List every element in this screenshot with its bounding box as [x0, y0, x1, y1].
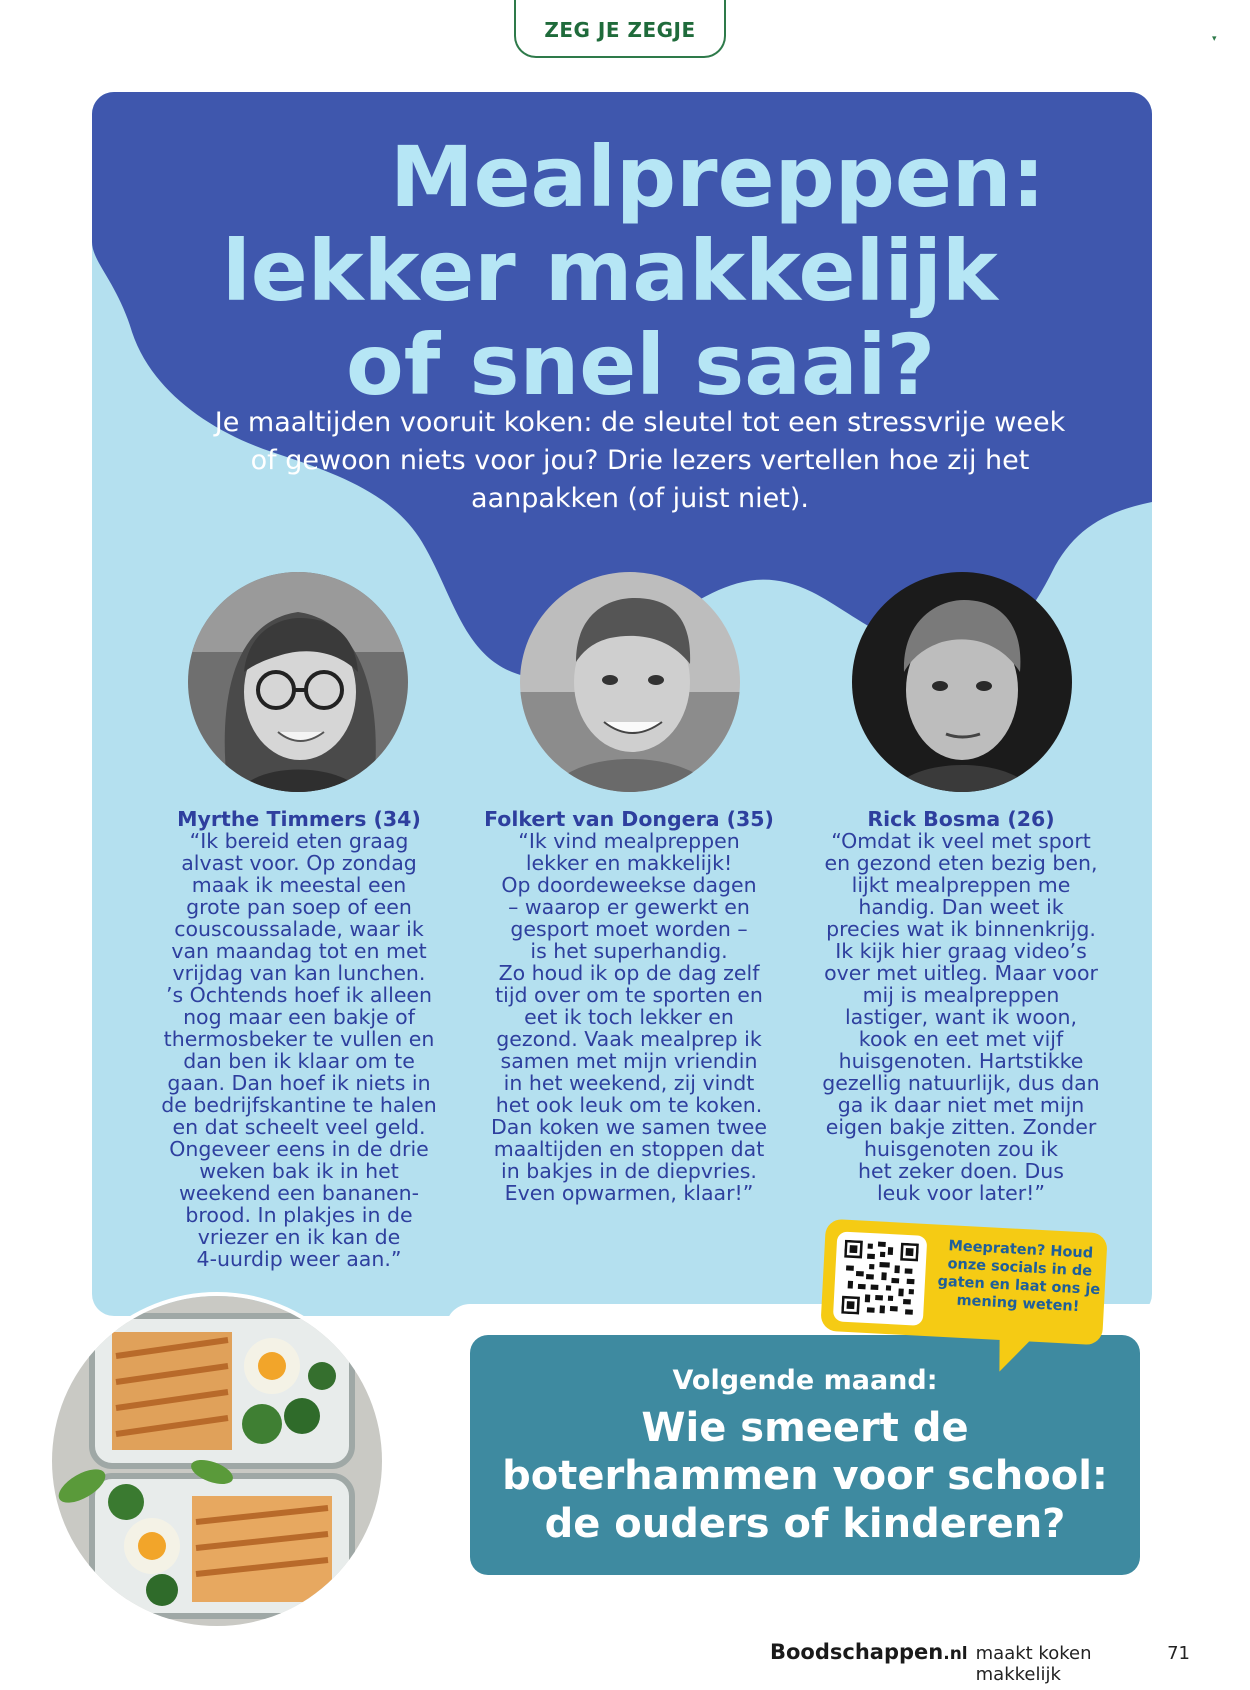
qr-code[interactable]: [833, 1231, 928, 1326]
mealprep-food-photo: [48, 1292, 386, 1630]
corner-mark: ▾: [1212, 34, 1217, 44]
page-number: 71: [1167, 1643, 1190, 1664]
brand-suffix: .nl: [943, 1644, 968, 1664]
brand-logo: [770, 1640, 968, 1664]
page-footer: [770, 1640, 1190, 1685]
title-line-3: of snel saai?: [346, 316, 936, 414]
brand-name: Boodschappen: [770, 1640, 944, 1664]
portrait-folkert: [520, 572, 740, 792]
next-month-box: [470, 1335, 1140, 1575]
reader-name: Folkert van Dongera (35): [484, 807, 774, 831]
reader-quote: “Omdat ik veel met sport en gezond eten bezig ben, lijkt mealpreppen me handig. Dan weet ik precies wat ik binnenkrijg. Ik kijk hier graag video’s over met uitleg. Maar voor mij is mealpreppen lastiger, want ik woon, kook en eet met vijf huisgenoten. Hartstikke gezellig natuurlijk, dus dan ga ik daar niet met mijn eigen bakje zitten. Zonder huisgenoten zou ik het zeker doen. Dus leuk voor later!”: [822, 829, 1100, 1205]
article-title: [150, 130, 1100, 412]
reader-quote: “Ik vind mealpreppen lekker en makkelijk! Op doordeweekse dagen – waarop er gewerkt en gesport moet worden – is het superhandig. Zo houd ik op de dag zelf tijd over om te sporten en eet ik toch lekker en gezond. Vaak mealprep ik samen met mijn vriendin in het weekend, zij vindt het ook leuk om te koken. Dan koken we samen twee maaltijden en stoppen dat in bakjes in de diepvries. Even opwarmen, klaar!”: [490, 829, 768, 1205]
title-line-1: Mealpreppen:: [390, 128, 1046, 226]
footer-tagline: maakt koken makkelijk: [975, 1643, 1092, 1685]
socials-callout-text: Meepraten? Houd onze socials in de gaten en laat ons je mening weten!: [937, 1238, 1101, 1316]
qr-code-icon: [841, 1240, 919, 1318]
section-tag: ZEG JE ZEGJE: [514, 0, 726, 58]
next-month-question: Wie smeert de boterhammen voor school: de ouders of kinderen?: [502, 1405, 1108, 1547]
title-line-2: lekker makkelijk: [222, 222, 998, 320]
next-month-kicker: Volgende maand:: [672, 1365, 938, 1396]
portrait-rick: [852, 572, 1072, 792]
reader-column-folkert: [466, 808, 792, 1204]
reader-name: Myrthe Timmers (34): [177, 807, 421, 831]
reader-name: Rick Bosma (26): [867, 807, 1055, 831]
socials-speech-bubble: [820, 1219, 1107, 1346]
reader-column-myrthe: [136, 808, 462, 1270]
article-lede: Je maaltijden vooruit koken: de sleutel tot een stressvrije week of gewoon niets voor jou? Drie lezers vertellen hoe zij het aanpakken (of juist niet).: [214, 407, 1066, 514]
reader-column-rick: [798, 808, 1124, 1204]
reader-quote: “Ik bereid eten graag alvast voor. Op zondag maak ik meestal een grote pan soep of een couscoussalade, waar ik van maandag tot en met vrijdag van kan lunchen. ’s Ochtends hoef ik alleen nog maar een bakje of thermosbeker te vullen en dan ben ik klaar om te gaan. Dan hoef ik niets in de bedrijfskantine te halen en dat scheelt veel geld. Ongeveer eens in de drie weken bak ik in het weekend een bananen- brood. In plakjes in de vriezer en ik kan de 4-uurdip weer aan.”: [161, 829, 437, 1271]
portrait-myrthe: [188, 572, 408, 792]
